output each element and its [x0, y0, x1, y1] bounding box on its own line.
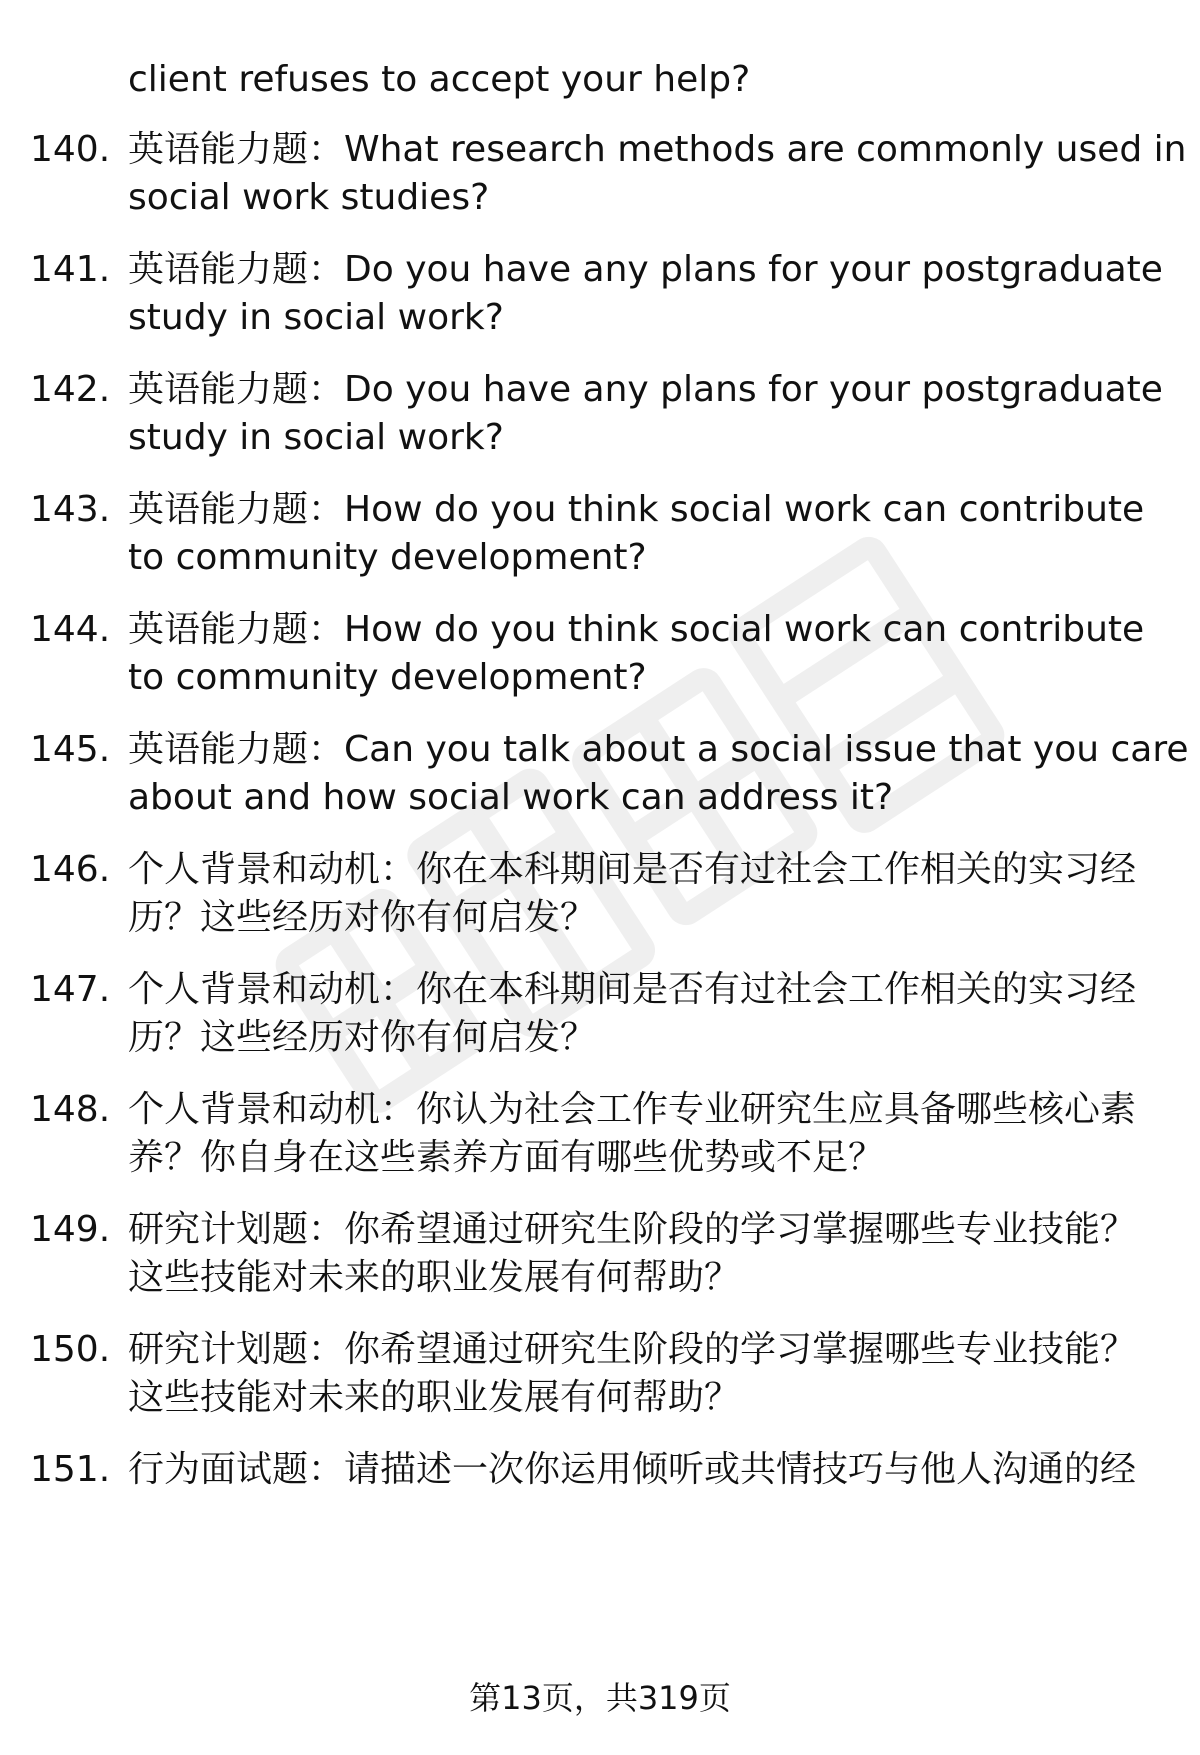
question-number: 149.: [30, 1209, 111, 1250]
question-number: 141.: [30, 249, 111, 290]
question-line: 这些技能对未来的职业发展有何帮助？: [128, 1377, 741, 1418]
question-line: 英语能力题：Do you have any plans for your postgraduate: [128, 369, 1163, 410]
question-text: [128, 846, 1174, 942]
question-line: to community development?: [128, 537, 647, 578]
question-line: 个人背景和动机：你在本科期间是否有过社会工作相关的实习经: [128, 969, 1137, 1010]
question-line: 这些技能对未来的职业发展有何帮助？: [128, 1257, 741, 1298]
page-footer: 第13页，共319页: [469, 1679, 731, 1717]
question-text: [128, 726, 1189, 822]
question-line: about and how social work can address it?: [128, 777, 894, 818]
question-number: 143.: [30, 489, 111, 530]
question-number: 147.: [30, 969, 111, 1010]
question-text: [128, 486, 1174, 582]
question-number: 140.: [30, 129, 111, 170]
question-text: [128, 366, 1174, 462]
question-line: to community development?: [128, 657, 647, 698]
question-number: 148.: [30, 1089, 111, 1130]
question-text: [128, 1446, 1174, 1494]
question-text: [128, 126, 1187, 222]
question-text: [128, 966, 1174, 1062]
question-line: study in social work?: [128, 417, 504, 458]
question-line: 英语能力题：How do you think social work can contribute: [128, 609, 1145, 650]
question-line: 研究计划题：你希望通过研究生阶段的学习掌握哪些专业技能？: [128, 1329, 1137, 1370]
question-line: 研究计划题：你希望通过研究生阶段的学习掌握哪些专业技能？: [128, 1209, 1137, 1250]
question-line: study in social work?: [128, 297, 504, 338]
question-line: 英语能力题：What research methods are commonly used in: [128, 129, 1187, 170]
question-text: [128, 1206, 1174, 1302]
question-line: 英语能力题：How do you think social work can contribute: [128, 489, 1145, 530]
question-line: social work studies?: [128, 177, 490, 218]
question-number: 145.: [30, 729, 111, 770]
question-text: [128, 1326, 1174, 1422]
question-line: 养？你自身在这些素养方面有哪些优势或不足？: [128, 1137, 885, 1178]
question-line: 历？这些经历对你有何启发？: [128, 897, 597, 938]
question-line: 个人背景和动机：你在本科期间是否有过社会工作相关的实习经: [128, 849, 1137, 890]
question-line: 行为面试题：请描述一次你运用倾听或共情技巧与他人沟通的经: [128, 1449, 1137, 1490]
question-line: 英语能力题：Can you talk about a social issue that you care: [128, 729, 1189, 770]
question-number: 144.: [30, 609, 111, 650]
question-continuation: client refuses to accept your help?: [128, 59, 751, 100]
question-text: [128, 606, 1174, 702]
question-number: 142.: [30, 369, 111, 410]
question-number: 151.: [30, 1449, 111, 1490]
question-text: [128, 1086, 1174, 1182]
question-line: 个人背景和动机：你认为社会工作专业研究生应具备哪些核心素: [128, 1089, 1137, 1130]
question-line: 历？这些经历对你有何启发？: [128, 1017, 597, 1058]
question-number: 150.: [30, 1329, 111, 1370]
question-text: [128, 246, 1174, 342]
question-line: 英语能力题：Do you have any plans for your postgraduate: [128, 249, 1163, 290]
question-number: 146.: [30, 849, 111, 890]
